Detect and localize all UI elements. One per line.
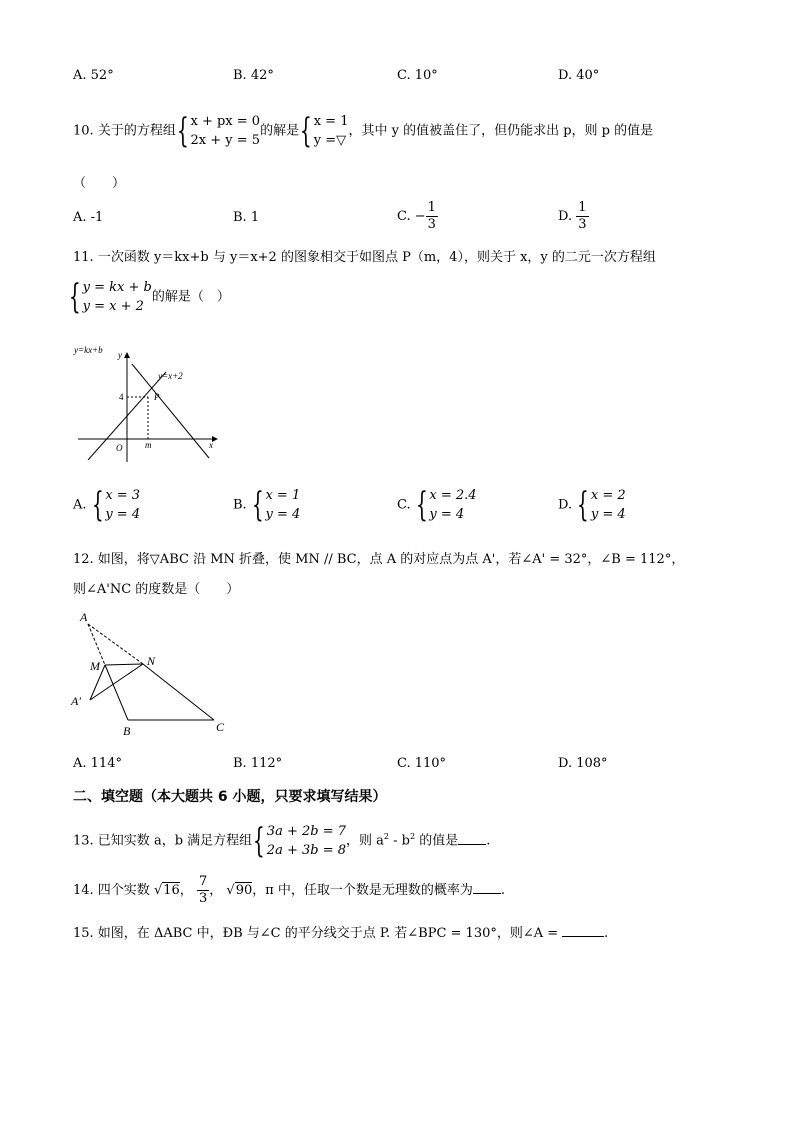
q10-equation-system: { x + px = 0 2x + y = 5	[176, 111, 261, 151]
q12-option-c: C. 110°	[397, 756, 447, 771]
q11-option-a-label: A.	[73, 497, 87, 513]
q11-suffix: 的解是（ ）	[151, 289, 230, 305]
q11-label-l2: y=x+2	[158, 371, 183, 381]
q12-figure	[68, 608, 238, 740]
q14-end: .	[500, 883, 506, 898]
q14-stem	[73, 874, 505, 907]
q10-solution-system: { x = 1 y =▽	[299, 111, 349, 151]
q11-graph	[72, 342, 222, 468]
q11-option-c: C. { x = 2.4 y = 4	[397, 485, 477, 525]
q11-system-line	[68, 278, 230, 316]
q14-frac-den: 3	[198, 891, 208, 906]
q11-eq2: y = x + 2	[82, 299, 144, 314]
q14-comma2: ，	[209, 883, 223, 898]
section2-title: 二、填空题（本大题共 6 小题，只要求填写结果）	[73, 789, 387, 805]
q14-sqrt90: √90	[226, 883, 253, 898]
q13-stem: 13. 已知实数 a，b 满足方程组 { 3a + 2b = 7 2a + 3b = 8 ，则 $a^2 - b^2$ 的值是 .	[73, 821, 491, 861]
q11-option-c-label: C.	[397, 497, 411, 513]
q10-option-d	[558, 200, 589, 233]
q10-stem	[73, 112, 653, 150]
q11-option-c-eq1: x = 2.4	[429, 488, 477, 503]
q12-segment-mn	[105, 664, 143, 665]
q10-sol2: y =▽	[313, 133, 347, 148]
q13-suffix-pre: ，则 a	[346, 833, 384, 849]
q11-line1: 一次函数 y＝kx+b 与 y＝x+2 的图象相交于如图点 P（m，4），则关于 x，y 的二元一次方程组	[97, 250, 656, 265]
q10-option-c-fraction	[426, 200, 438, 233]
q10-option-d-label: D.	[558, 209, 573, 224]
q13-end: .	[486, 833, 491, 849]
q13-sup2: 2	[409, 832, 416, 842]
q11-option-a-eq1: x = 3	[105, 488, 141, 503]
q10-number: 10.	[73, 123, 94, 139]
q10-prefix: 关于的方程组	[97, 123, 176, 139]
q10-option-d-den: 3	[578, 217, 587, 232]
q9-option-d: D. 40°	[558, 68, 600, 83]
q11-number: 11.	[73, 250, 94, 265]
q11-equation-system: { y = kx + b y = x + 2	[68, 277, 152, 317]
q11-option-b: B. { x = 1 y = 4	[233, 485, 301, 525]
q11-option-c-eq2: y = 4	[429, 507, 465, 522]
q12-segment-mb	[105, 665, 128, 720]
q14-fraction	[197, 874, 209, 907]
q12-option-d: D. 108°	[558, 756, 608, 771]
q13-sup1: 2	[383, 832, 389, 842]
q10-middle: 的解是	[260, 123, 300, 139]
q10-option-c	[397, 200, 438, 233]
q11-label-p: P	[154, 392, 160, 402]
q14-answer-blank[interactable]	[473, 881, 501, 894]
q11-option-b-eq2: y = 4	[265, 507, 301, 522]
q10-option-a: A. -1	[73, 210, 104, 225]
q12-label-a1: A′	[71, 694, 81, 708]
q11-option-a-eq2: y = 4	[105, 507, 141, 522]
q13-prefix: 13. 已知实数 a，b 满足方程组	[73, 833, 253, 849]
q11-option-a: A. { x = 3 y = 4	[73, 485, 141, 525]
q13-suffix-mid: - b	[388, 833, 410, 849]
q12-label-n: N	[147, 654, 156, 668]
q11-y-arrow	[124, 352, 130, 358]
q11-stem	[73, 246, 656, 265]
q9-option-b: B. 42°	[233, 68, 274, 83]
q12-label-c: C	[216, 720, 225, 734]
q11-label-4: 4	[119, 392, 124, 402]
q10-option-d-fraction	[576, 200, 588, 233]
q11-label-m: m	[145, 440, 152, 450]
q11-option-b-eq1: x = 1	[265, 488, 301, 503]
q15-text: 15. 如图，在 ΔABC 中，ÐB 与∠C 的平分线交于点 P. 若∠BPC = 130°，则∠A =	[73, 926, 559, 941]
q14-comma1: ，	[179, 883, 193, 898]
q12-segment-nc	[143, 664, 214, 720]
q14-sqrt16: √16	[153, 883, 180, 898]
q12-label-b: B	[123, 724, 131, 738]
q15-stem	[73, 922, 608, 941]
q10-sol1: x = 1	[313, 114, 349, 129]
q11-label-x: x	[209, 440, 213, 450]
q10-option-c-num: 1	[427, 200, 436, 215]
q15-answer-blank[interactable]	[562, 924, 604, 937]
q14-suffix: ，π 中，任取一个数是无理数的概率为	[252, 883, 473, 898]
q14-sqrt90-radicand: 90	[235, 883, 253, 898]
q12-line1: 12. 如图，将▽ABC 沿 MN 折叠，使 MN // BC，点 A 的对应点为点 A'，若∠A' = 32°，∠B = 112°，	[73, 552, 685, 567]
q11-option-d-eq2: y = 4	[590, 507, 626, 522]
q11-label-y: y	[118, 350, 122, 360]
q9-option-a: A. 52°	[73, 68, 114, 83]
q10-option-b: B. 1	[233, 210, 260, 225]
q10-option-d-num: 1	[578, 200, 587, 215]
q10-suffix: ，其中 y 的值被盖住了，但仍能求出 p，则 p 的值是	[348, 123, 654, 139]
q12-option-b: B. 112°	[233, 756, 283, 771]
q13-eq1: 3a + 2b = 7	[266, 824, 346, 839]
q12-label-a: A	[80, 610, 88, 624]
q13-suffix-post: 的值是	[415, 833, 459, 849]
q12-line2: 则∠A'NC 的度数是（ ）	[73, 582, 240, 597]
q11-label-o: O	[116, 443, 123, 453]
q10-option-c-den: 3	[427, 217, 436, 232]
q15-end: .	[604, 926, 609, 941]
q10-option-c-label: C. −	[397, 209, 426, 224]
q11-eq1: y = kx + b	[82, 280, 152, 295]
q13-eq2: 2a + 3b = 8	[266, 843, 346, 858]
q9-option-c: C. 10°	[397, 68, 438, 83]
q11-label-l1: y=kx+b	[74, 345, 103, 355]
q14-prefix: 14. 四个实数	[73, 883, 150, 898]
q14-frac-num: 7	[198, 874, 208, 889]
q11-option-d: D. { x = 2 y = 4	[558, 485, 626, 525]
q11-option-d-label: D.	[558, 497, 573, 513]
q12-option-a: A. 114°	[73, 756, 122, 771]
q10-paren: （ ）	[73, 176, 126, 191]
q10-eq1: x + px = 0	[190, 114, 261, 129]
q11-option-d-eq1: x = 2	[590, 488, 626, 503]
q14-sqrt16-radicand: 16	[163, 883, 180, 898]
q10-eq2: 2x + y = 5	[190, 133, 261, 148]
q11-option-b-label: B.	[233, 497, 247, 513]
q12-label-m: M	[90, 659, 100, 673]
q13-answer-blank[interactable]	[458, 832, 486, 845]
